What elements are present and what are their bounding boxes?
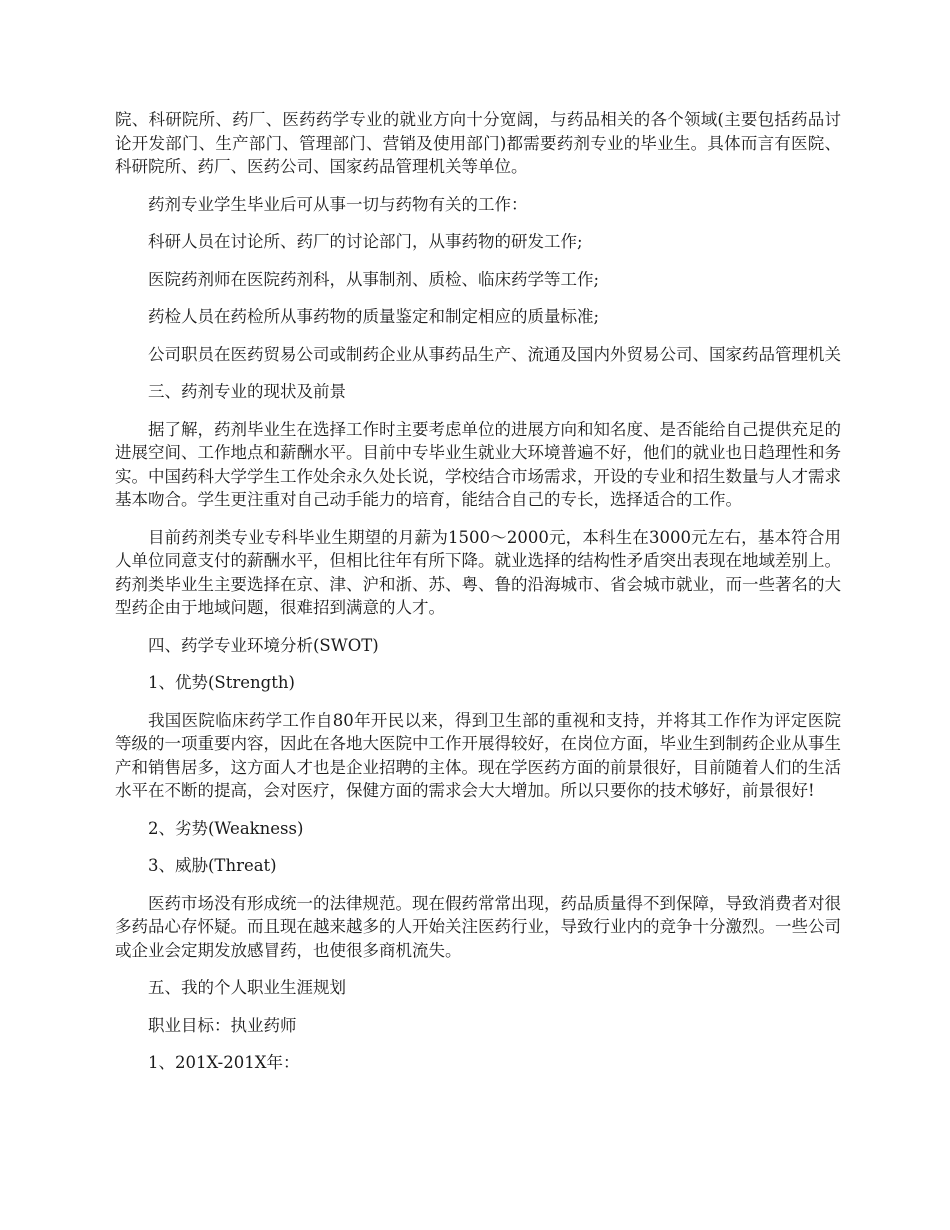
subheading-weakness: 2、劣势(Weakness): [148, 818, 304, 838]
subheading-strength: 1、优势(Strength): [148, 673, 295, 692]
section-heading-status: 三、药剂专业的现状及前景: [148, 382, 346, 401]
paragraph-plan-period: 1、201X-201X年：: [148, 1053, 300, 1072]
paragraph-employment-directions: 院、科研院所、药厂、医药药学专业的就业方向十分宽阔，与药品相关的各个领域(主要包括药品讨论开发部门、生产部门、管理部门、营销及使用部门)都需要药剂专业的毕业生。具体而言有医院、科研院所、药厂、医药公司、国家药品管理机关等单位。: [115, 110, 841, 176]
section-heading-swot: 四、药学专业环境分析(SWOT): [148, 635, 379, 655]
paragraph-career-goal: 职业目标：执业药师: [148, 1015, 297, 1035]
paragraph-status: 据了解，药剂毕业生在选择工作时主要考虑单位的进展方向和知名度、是否能给自己提供充足的进展空间、工作地点和薪酬水平。目前中专毕业生就业大环境普遍不好，他们的就业也日趋理性和务实。中国药科大学学生工作处余永久处长说，学校结合市场需求，开设的专业和招生数量与人才需求基本吻合。学生更注重对自己动手能力的培育，能结合自己的专长，选择适合的工作。: [115, 419, 841, 509]
paragraph-strength: 我国医院临床药学工作自80年开民以来，得到卫生部的重视和支持，并将其工作作为评定医院等级的一项重要内容，因此在各地大医院中工作开展得较好，在岗位方面，毕业生到制药企业从事生产和销售居多，这方面人才也是企业招聘的主体。现在学医药方面的前景很好，目前随着人们的生活水平在不断的提高，会对医疗，保健方面的需求会大大增加。所以只要你的技术够好，前景很好!: [115, 710, 841, 800]
paragraph-career-intro: 药剂专业学生毕业后可从事一切与药物有关的工作：: [148, 194, 528, 214]
paragraph-salary: 目前药剂类专业专科毕业生期望的月薪为1500～2000元，本科生在3000元左右，基本符合用人单位同意支付的薪酬水平，但相比往年有所下降。就业选择的结构性矛盾突出表现在地域差别上。药剂类毕业生主要选择在京、津、沪和浙、苏、粤、鲁的沿海城市、省会城市就业，而一些著名的大型药企由于地域问题，很难招到满意的人才。: [115, 527, 841, 617]
document-page: [115, 108, 841, 1089]
paragraph-company-staff: 公司职员在医药贸易公司或制药企业从事药品生产、流通及国内外贸易公司、国家药品管理机关: [148, 344, 841, 364]
paragraph-researcher: 科研人员在讨论所、药厂的讨论部门，从事药物的研发工作;: [148, 232, 583, 251]
paragraph-drug-inspector: 药检人员在药检所从事药物的质量鉴定和制定相应的质量标准;: [148, 307, 600, 326]
paragraph-threat: 医药市场没有形成统一的法律规范。现在假药常常出现，药品质量得不到保障，导致消费者对很多药品心存怀疑。而且现在越来越多的人开始关注医药行业，导致行业内的竞争十分激烈。一些公司或企业会定期发放感冒药，也使很多商机流失。: [115, 893, 841, 960]
subheading-threat: 3、威胁(Threat): [148, 856, 277, 875]
paragraph-hospital-pharmacist: 医院药剂师在医院药剂科，从事制剂、质检、临床药学等工作;: [148, 269, 600, 289]
section-heading-career-plan: 五、我的个人职业生涯规划: [148, 978, 346, 997]
